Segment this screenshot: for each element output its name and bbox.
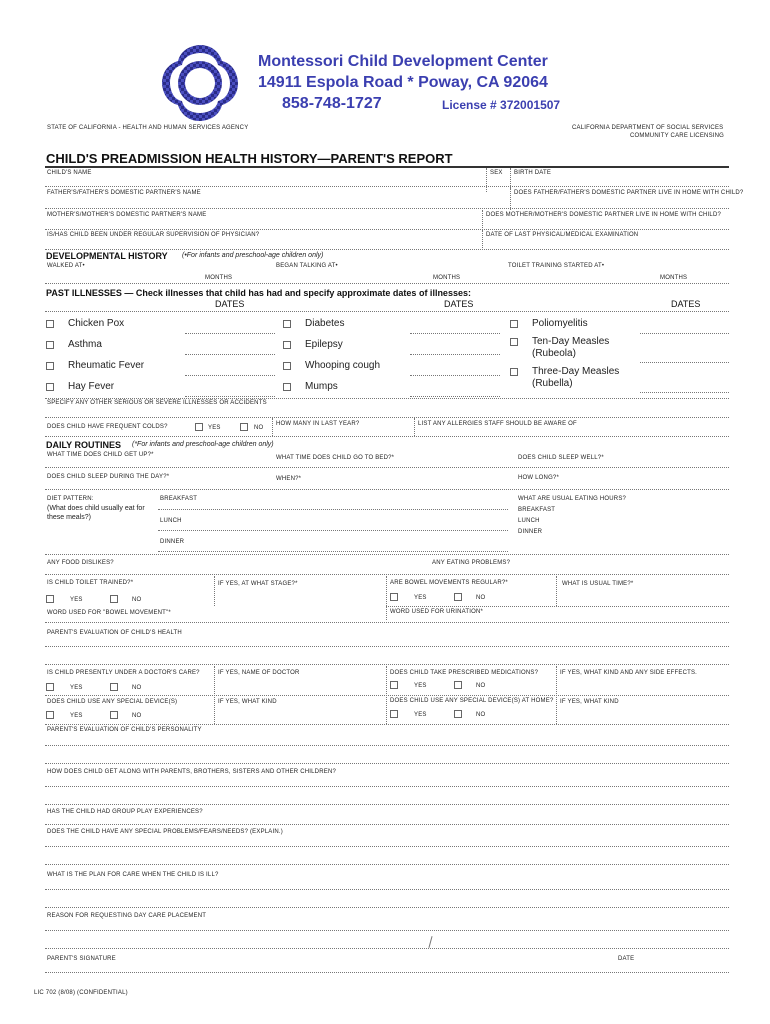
devices-yes-label: YES [70, 713, 83, 719]
allergies-field[interactable] [45, 436, 729, 437]
developmental-note: (•For infants and preschool-age children only) [182, 252, 324, 259]
health-eval-field-1[interactable] [45, 646, 729, 647]
talking-label: BEGAN TALKING AT• [276, 263, 338, 269]
eating-hours-breakfast: BREAKFAST [518, 507, 556, 513]
date-label: DATE [618, 956, 635, 962]
poliomyelitis-label: Poliomyelitis [532, 318, 588, 329]
whooping-cough-label: Whooping cough [305, 360, 381, 371]
special-problems-field-2[interactable] [45, 864, 729, 865]
other-illnesses-field[interactable] [45, 417, 729, 418]
poliomyelitis-checkbox[interactable] [510, 320, 518, 328]
org-phone: 858-748-1727 [282, 95, 382, 112]
developmental-field[interactable] [45, 283, 729, 284]
toilet-yes-label: YES [70, 597, 83, 603]
last-exam-label: DATE OF LAST PHYSICAL/MEDICAL EXAMINATION [486, 232, 639, 238]
breakfast-label: BREAKFAST [160, 496, 198, 502]
dinner-field[interactable] [158, 551, 508, 552]
father-lives-label: DOES FATHER/FATHER'S DOMESTIC PARTNER LIVE IN HOME WITH CHILD? [514, 190, 744, 196]
eating-hours-label: WHAT ARE USUAL EATING HOURS? [518, 496, 627, 502]
personality-field-2[interactable] [45, 763, 729, 764]
reason-field-1[interactable] [45, 930, 729, 931]
signature-field[interactable] [45, 972, 729, 973]
eating-problems-label: ANY EATING PROBLEMS? [432, 560, 511, 566]
gets-along-field-2[interactable] [45, 804, 729, 805]
illnesses-title: PAST ILLNESSES — Check illnesses that child has had and specify approximate dates of illnesses: [46, 288, 471, 298]
doctor-yes-checkbox[interactable] [46, 683, 54, 691]
devices-label: DOES CHILD USE ANY SPECIAL DEVICE(S) [47, 699, 178, 705]
chicken-pox-checkbox[interactable] [46, 320, 54, 328]
form-title: CHILD'S PREADMISSION HEALTH HISTORY—PARENT'S REPORT [46, 151, 453, 166]
rubella-label: Three-Day Measles (Rubella) [532, 366, 620, 389]
colds-no-label: NO [254, 425, 264, 431]
devices-home-yes-checkbox[interactable] [390, 710, 398, 718]
developmental-title: DEVELOPMENTAL HISTORY [46, 251, 168, 261]
dinner-label: DINNER [160, 539, 185, 545]
walked-label: WALKED AT• [47, 263, 85, 269]
medications-yes-checkbox[interactable] [390, 681, 398, 689]
epilepsy-label: Epilepsy [305, 339, 343, 350]
get-up-label: WHAT TIME DOES CHILD GET UP?* [47, 452, 154, 458]
dept-line-2: COMMUNITY CARE LICENSING [630, 133, 725, 139]
devices-no-checkbox[interactable] [110, 711, 118, 719]
medications-no-checkbox[interactable] [454, 681, 462, 689]
mumps-label: Mumps [305, 381, 338, 392]
toilet-words-field[interactable] [45, 622, 729, 623]
gets-along-field-1[interactable] [45, 786, 729, 787]
medications-no-label: NO [476, 683, 486, 689]
toilet-no-label: NO [132, 597, 142, 603]
devices-kind-label: IF YES, WHAT KIND [218, 699, 277, 705]
hay-fever-label: Hay Fever [68, 381, 115, 392]
medications-yes-label: YES [414, 683, 427, 689]
dates-col1: DATES [215, 299, 245, 309]
colds-yes-checkbox[interactable] [195, 423, 203, 431]
health-eval-field-2[interactable] [45, 664, 729, 665]
nap-field[interactable] [45, 489, 729, 490]
hay-fever-checkbox[interactable] [46, 383, 54, 391]
mother-label: MOTHER'S/MOTHER'S DOMESTIC PARTNER'S NAME [47, 212, 207, 218]
special-problems-label: DOES THE CHILD HAVE ANY SPECIAL PROBLEMS/FEARS/NEEDS? (EXPLAIN.) [47, 829, 283, 835]
walked-months: MONTHS [205, 275, 233, 281]
devices-home-no-checkbox[interactable] [454, 710, 462, 718]
diet-label: DIET PATTERN: [47, 496, 94, 502]
mumps-checkbox[interactable] [283, 383, 291, 391]
bowel-no-label: NO [476, 595, 486, 601]
doctor-no-checkbox[interactable] [110, 683, 118, 691]
whooping-cough-checkbox[interactable] [283, 362, 291, 370]
dates-col3: DATES [671, 299, 701, 309]
license-number: License # 372001507 [442, 98, 561, 112]
food-dislikes-label: ANY FOOD DISLIKES? [47, 560, 114, 566]
rubeola-label: Ten-Day Measles (Rubeola) [532, 336, 610, 359]
go-bed-label: WHAT TIME DOES CHILD GO TO BED?* [276, 455, 395, 461]
logo [160, 43, 240, 123]
lunch-label: LUNCH [160, 518, 182, 524]
usual-time-label: WHAT IS USUAL TIME?* [562, 581, 634, 587]
lunch-field[interactable] [158, 530, 508, 531]
when-label: WHEN?* [276, 476, 302, 482]
group-play-field[interactable] [45, 824, 729, 825]
devices-home-label: DOES CHILD USE ANY SPECIAL DEVICE(S) AT HOME? [390, 698, 554, 704]
org-name: Montessori Child Development Center [258, 53, 548, 70]
rubeola-checkbox[interactable] [510, 338, 518, 346]
rheumatic-fever-checkbox[interactable] [46, 362, 54, 370]
colds-yes-label: YES [208, 425, 221, 431]
eating-hours-dinner: DINNER [518, 529, 543, 535]
signature-label: PARENT'S SIGNATURE [47, 956, 116, 962]
allergies-label: LIST ANY ALLERGIES STAFF SHOULD BE AWARE OF [418, 421, 577, 427]
physician-field[interactable] [45, 249, 729, 250]
state-agency: STATE OF CALIFORNIA - HEALTH AND HUMAN SERVICES AGENCY [47, 125, 249, 131]
reason-label: REASON FOR REQUESTING DAY CARE PLACEMENT [47, 913, 207, 919]
side-effects-label: IF YES, WHAT KIND AND ANY SIDE EFFECTS. [560, 670, 698, 676]
devices-home-kind-label: IF YES, WHAT KIND [560, 699, 619, 705]
sleep-day-label: DOES CHILD SLEEP DURING THE DAY?* [47, 474, 170, 480]
health-eval-label: PARENT'S EVALUATION OF CHILD'S HEALTH [47, 630, 182, 636]
father-label: FATHER'S/FATHER'S DOMESTIC PARTNER'S NAME [47, 190, 201, 196]
plan-ill-field-1[interactable] [45, 889, 729, 890]
bowel-word-label: WORD USED FOR "BOWEL MOVEMENT"* [47, 610, 171, 616]
mother-lives-label: DOES MOTHER/MOTHER'S DOMESTIC PARTNER LIVE IN HOME WITH CHILD? [486, 212, 722, 218]
diet-note: (What does child usually eat for these meals?) [47, 505, 145, 521]
bowel-yes-label: YES [414, 595, 427, 601]
physician-label: IS/HAS CHILD BEEN UNDER REGULAR SUPERVISION OF PHYSICIAN? [47, 232, 260, 238]
other-illnesses-label: SPECIFY ANY OTHER SERIOUS OR SEVERE ILLNESSES OR ACCIDENTS [47, 400, 267, 406]
childs-name-field[interactable] [45, 186, 729, 187]
doctor-yes-label: YES [70, 685, 83, 691]
doctor-name-label: IF YES, NAME OF DOCTOR [218, 670, 300, 676]
rubella-checkbox[interactable] [510, 368, 518, 376]
org-address: 14911 Espola Road * Poway, CA 92064 [258, 74, 548, 91]
routines-title: DAILY ROUTINES [46, 440, 122, 450]
colds-label: DOES CHILD HAVE FREQUENT COLDS? [47, 424, 168, 430]
personality-field-1[interactable] [45, 745, 729, 746]
asthma-checkbox[interactable] [46, 341, 54, 349]
toilet-no-checkbox[interactable] [110, 595, 118, 603]
toilet-months: MONTHS [660, 275, 688, 281]
plan-ill-field-2[interactable] [45, 907, 729, 908]
rheumatic-fever-label: Rheumatic Fever [68, 360, 145, 371]
bedtime-field[interactable] [45, 467, 729, 468]
diabetes-checkbox[interactable] [283, 320, 291, 328]
how-many-colds-label: HOW MANY IN LAST YEAR? [276, 421, 360, 427]
asthma-label: Asthma [68, 339, 102, 350]
devices-no-label: NO [132, 713, 142, 719]
eating-hours-lunch: LUNCH [518, 518, 540, 524]
sleep-well-label: DOES CHILD SLEEP WELL?* [518, 455, 604, 461]
epilepsy-checkbox[interactable] [283, 341, 291, 349]
urination-word-label: WORD USED FOR URINATION* [390, 609, 484, 615]
routines-note: (*For infants and preschool-age children only) [132, 441, 274, 448]
devices-home-yes-label: YES [414, 712, 427, 718]
diabetes-label: Diabetes [305, 318, 345, 329]
father-name-field[interactable] [45, 208, 729, 209]
special-problems-field-1[interactable] [45, 846, 729, 847]
devices-home-no-label: NO [476, 712, 486, 718]
chicken-pox-label: Chicken Pox [68, 318, 125, 329]
bowel-regular-label: ARE BOWEL MOVEMENTS REGULAR?* [390, 580, 508, 586]
doctor-no-label: NO [132, 685, 142, 691]
toilet-yes-checkbox[interactable] [46, 595, 54, 603]
personality-label: PARENT'S EVALUATION OF CHILD'S PERSONALITY [47, 727, 202, 733]
devices-yes-checkbox[interactable] [46, 711, 54, 719]
childs-name-label: CHILD'S NAME [47, 170, 92, 176]
bowel-no-checkbox[interactable] [454, 593, 462, 601]
doctor-care-label: IS CHILD PRESENTLY UNDER A DOCTOR'S CARE? [47, 670, 200, 676]
plan-ill-label: WHAT IS THE PLAN FOR CARE WHEN THE CHILD IS ILL? [47, 872, 219, 878]
how-long-label: HOW LONG?* [518, 475, 560, 481]
toilet-stage-label: IF YES, AT WHAT STAGE?* [218, 581, 298, 587]
gets-along-label: HOW DOES CHILD GET ALONG WITH PARENTS, BROTHERS, SISTERS AND OTHER CHILDREN? [47, 769, 337, 775]
breakfast-field[interactable] [158, 509, 508, 510]
dept-line-1: CALIFORNIA DEPARTMENT OF SOCIAL SERVICES [572, 125, 724, 131]
dates-col2: DATES [444, 299, 474, 309]
reason-field-2[interactable] [45, 948, 729, 949]
mother-name-field[interactable] [45, 229, 729, 230]
colds-no-checkbox[interactable] [240, 423, 248, 431]
food-dislikes-field[interactable] [45, 574, 729, 575]
talking-months: MONTHS [433, 275, 461, 281]
toilet-trained-label: IS CHILD TOILET TRAINED?* [47, 580, 134, 586]
bowel-yes-checkbox[interactable] [390, 593, 398, 601]
group-play-label: HAS THE CHILD HAD GROUP PLAY EXPERIENCES? [47, 809, 203, 815]
medications-label: DOES CHILD TAKE PRESCRIBED MEDICATIONS? [390, 670, 539, 676]
toilet-started-label: TOILET TRAINING STARTED AT• [508, 263, 605, 269]
sex-label: SEX [490, 170, 503, 176]
form-code: LIC 702 (8/08) (CONFIDENTIAL) [34, 990, 128, 996]
birth-date-label: BIRTH DATE [514, 170, 552, 176]
